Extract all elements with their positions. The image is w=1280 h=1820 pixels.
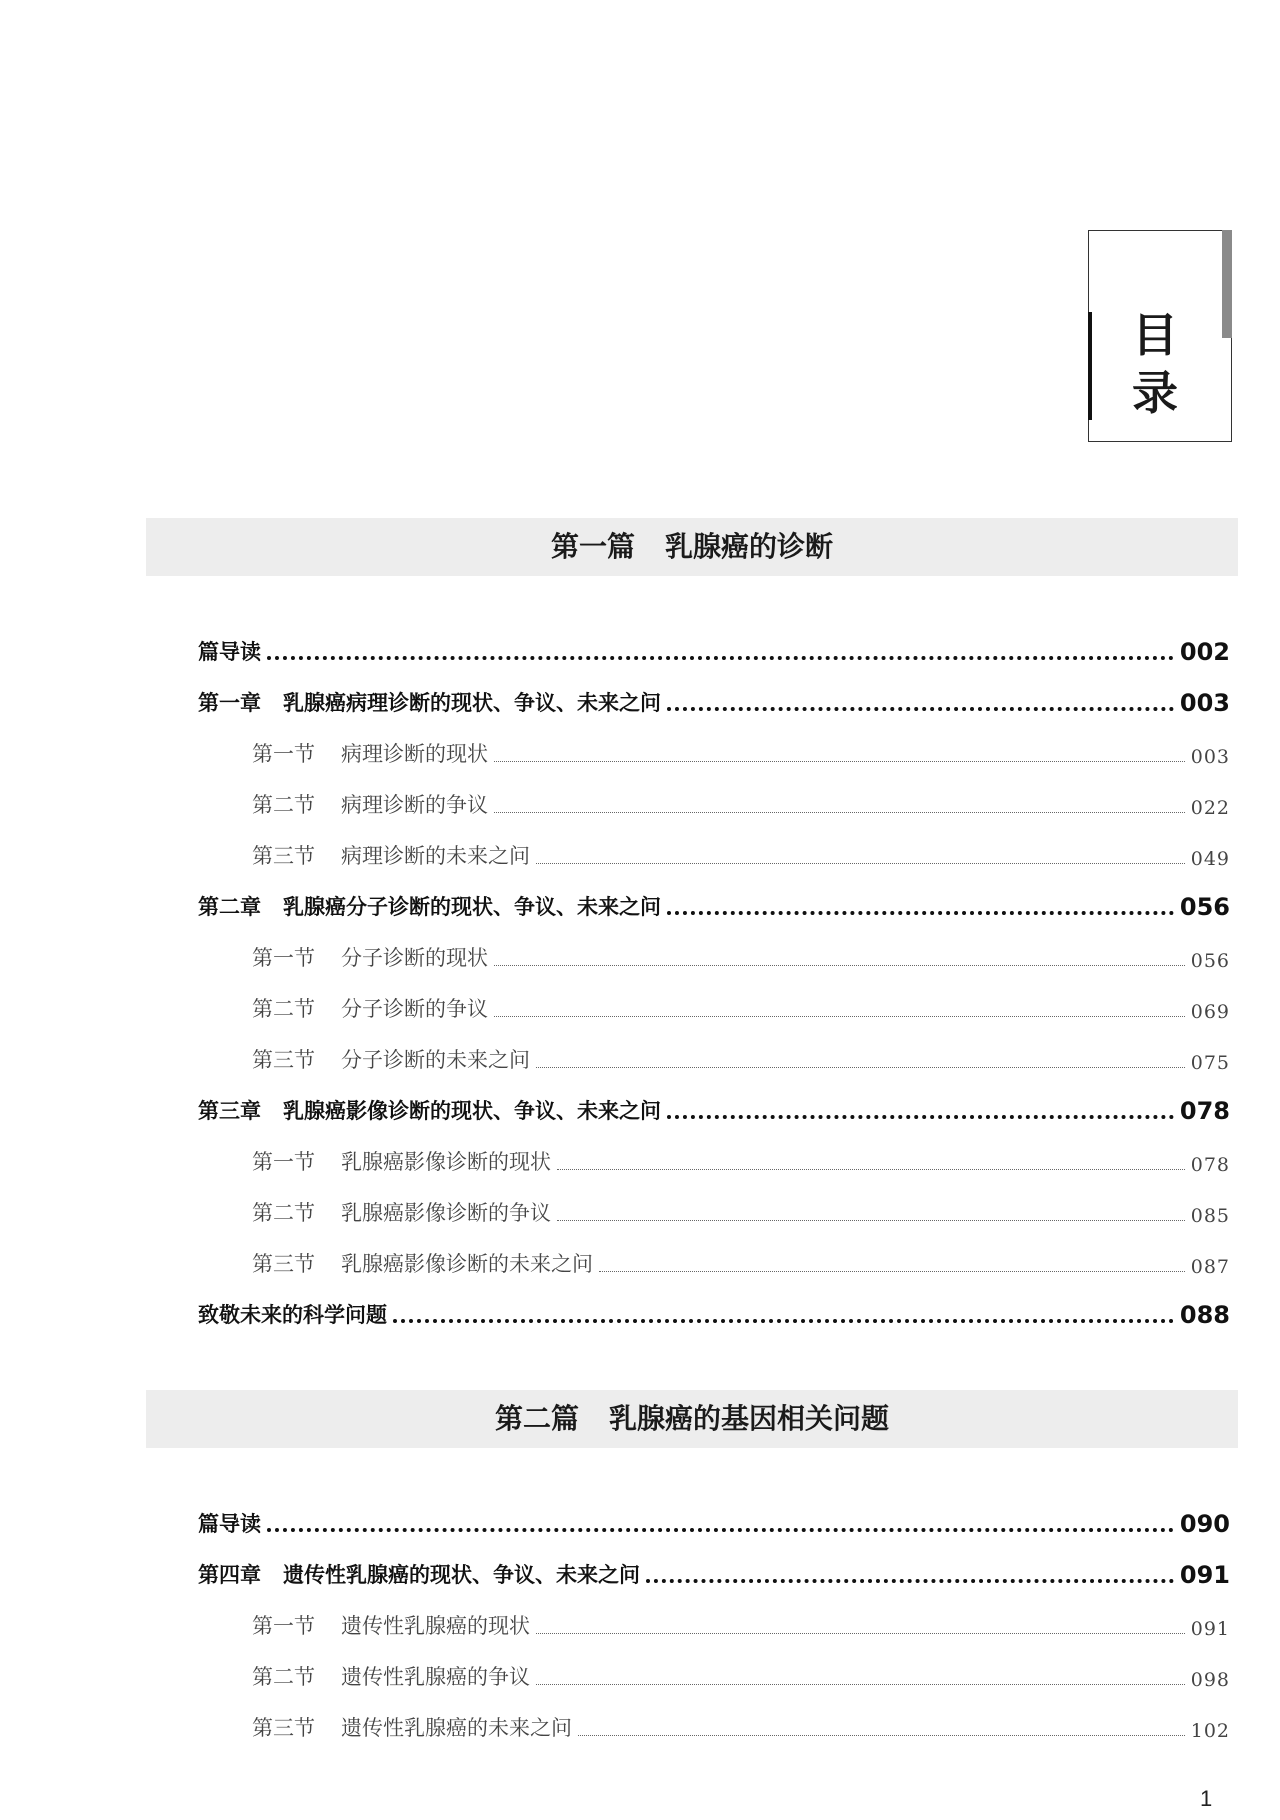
entry-prefix: 第三章 <box>198 1099 261 1123</box>
entry-page: 091 <box>1179 1561 1230 1589</box>
dot-leader <box>536 863 1185 864</box>
toc-entry-chapter-2[interactable] <box>198 883 1230 923</box>
entry-prefix: 第三节 <box>252 844 315 868</box>
entry-title: 分子诊断的现状 <box>341 946 488 970</box>
entry-title: 病理诊断的未来之问 <box>341 844 530 868</box>
entry-page: 078 <box>1190 1154 1230 1176</box>
toc-entry-ch2-sec3[interactable] <box>252 1036 1230 1076</box>
dot-leader <box>646 1579 1174 1583</box>
entry-title: 乳腺癌影像诊断的争议 <box>341 1201 551 1225</box>
toc-entry-part1-science-questions[interactable] <box>198 1291 1230 1331</box>
toc-entry-chapter-4[interactable] <box>198 1551 1230 1591</box>
dot-leader <box>578 1735 1185 1736</box>
entry-prefix: 第二节 <box>252 793 315 817</box>
toc-entry-ch3-sec2[interactable] <box>252 1189 1230 1229</box>
entry-title: 分子诊断的争议 <box>341 997 488 1021</box>
entry-title: 乳腺癌影像诊断的未来之问 <box>341 1252 593 1276</box>
toc-entry-part2-intro[interactable] <box>198 1500 1230 1540</box>
entry-page: 078 <box>1179 1097 1230 1125</box>
dot-leader <box>667 1115 1174 1119</box>
entry-page: 075 <box>1190 1052 1230 1074</box>
entry-prefix: 第二节 <box>252 997 315 1021</box>
part-2-title: 乳腺癌的基因相关问题 <box>609 1402 890 1435</box>
entry-prefix: 第一节 <box>252 1614 315 1638</box>
entry-page: 098 <box>1190 1669 1230 1691</box>
entry-title: 乳腺癌影像诊断的现状、争议、未来之问 <box>283 1099 661 1123</box>
part-2-header <box>146 1390 1238 1448</box>
entry-page: 003 <box>1179 689 1230 717</box>
dot-leader <box>667 911 1174 915</box>
entry-title: 病理诊断的现状 <box>341 742 488 766</box>
entry-page: 091 <box>1190 1618 1230 1640</box>
toc-marker-right-bar <box>1222 230 1232 338</box>
toc-entry-part1-intro[interactable] <box>198 628 1230 668</box>
entry-title: 遗传性乳腺癌的未来之问 <box>341 1716 572 1740</box>
entry-prefix: 第三节 <box>252 1716 315 1740</box>
entry-prefix: 篇导读 <box>198 640 261 664</box>
toc-entry-ch1-sec1[interactable] <box>252 730 1230 770</box>
dot-leader <box>393 1319 1174 1323</box>
entry-page: 088 <box>1179 1301 1230 1329</box>
dot-leader <box>494 1016 1185 1017</box>
toc-entry-ch2-sec2[interactable] <box>252 985 1230 1025</box>
toc-entry-chapter-1[interactable] <box>198 679 1230 719</box>
entry-prefix: 第二节 <box>252 1665 315 1689</box>
entry-prefix: 致敬未来的科学问题 <box>198 1303 387 1327</box>
entry-title: 遗传性乳腺癌的现状、争议、未来之问 <box>283 1563 640 1587</box>
entry-prefix: 第一章 <box>198 691 261 715</box>
entry-page: 085 <box>1190 1205 1230 1227</box>
entry-prefix: 第四章 <box>198 1563 261 1587</box>
part-1-header <box>146 518 1238 576</box>
entry-page: 069 <box>1190 1001 1230 1023</box>
entry-prefix: 第一节 <box>252 742 315 766</box>
entry-prefix: 第三节 <box>252 1252 315 1276</box>
entry-page: 002 <box>1179 638 1230 666</box>
toc-entry-ch4-sec1[interactable] <box>252 1602 1230 1642</box>
toc-marker-title <box>1088 306 1222 422</box>
dot-leader <box>494 812 1185 813</box>
entry-prefix: 第三节 <box>252 1048 315 1072</box>
toc-entry-ch1-sec3[interactable] <box>252 832 1230 872</box>
page-number: 1 <box>1200 1786 1213 1811</box>
entry-title: 乳腺癌影像诊断的现状 <box>341 1150 551 1174</box>
entry-title: 分子诊断的未来之问 <box>341 1048 530 1072</box>
toc-entry-ch4-sec2[interactable] <box>252 1653 1230 1693</box>
toc-entry-ch1-sec2[interactable] <box>252 781 1230 821</box>
entry-title: 病理诊断的争议 <box>341 793 488 817</box>
dot-leader <box>536 1633 1185 1634</box>
dot-leader <box>267 1528 1174 1532</box>
entry-prefix: 第二章 <box>198 895 261 919</box>
toc-marker-char-2: 录 <box>1132 366 1178 420</box>
entry-prefix: 第一节 <box>252 946 315 970</box>
entry-prefix: 第一节 <box>252 1150 315 1174</box>
toc-entry-chapter-3[interactable] <box>198 1087 1230 1127</box>
entry-page: 022 <box>1190 797 1230 819</box>
entry-page: 090 <box>1179 1510 1230 1538</box>
toc-marker-char-1: 目 <box>1132 308 1178 362</box>
entry-page: 087 <box>1190 1256 1230 1278</box>
dot-leader <box>494 761 1185 762</box>
entry-page: 056 <box>1190 950 1230 972</box>
entry-title: 遗传性乳腺癌的争议 <box>341 1665 530 1689</box>
part-1-label: 第一篇 <box>550 530 635 563</box>
dot-leader <box>536 1684 1185 1685</box>
dot-leader <box>599 1271 1185 1272</box>
dot-leader <box>494 965 1185 966</box>
entry-prefix: 篇导读 <box>198 1512 261 1536</box>
toc-entry-ch3-sec3[interactable] <box>252 1240 1230 1280</box>
toc-entry-ch3-sec1[interactable] <box>252 1138 1230 1178</box>
entry-prefix: 第二节 <box>252 1201 315 1225</box>
entry-page: 003 <box>1190 746 1230 768</box>
toc-entry-ch2-sec1[interactable] <box>252 934 1230 974</box>
dot-leader <box>667 707 1174 711</box>
dot-leader <box>536 1067 1185 1068</box>
entry-page: 102 <box>1190 1720 1230 1742</box>
entry-page: 049 <box>1190 848 1230 870</box>
part-1-title: 乳腺癌的诊断 <box>665 530 834 563</box>
entry-page: 056 <box>1179 893 1230 921</box>
toc-entry-ch4-sec3[interactable] <box>252 1704 1230 1744</box>
dot-leader <box>267 656 1174 660</box>
entry-title: 乳腺癌分子诊断的现状、争议、未来之问 <box>283 895 661 919</box>
dot-leader <box>557 1220 1185 1221</box>
entry-title: 遗传性乳腺癌的现状 <box>341 1614 530 1638</box>
part-2-label: 第二篇 <box>494 1402 579 1435</box>
dot-leader <box>557 1169 1185 1170</box>
entry-title: 乳腺癌病理诊断的现状、争议、未来之问 <box>283 691 661 715</box>
